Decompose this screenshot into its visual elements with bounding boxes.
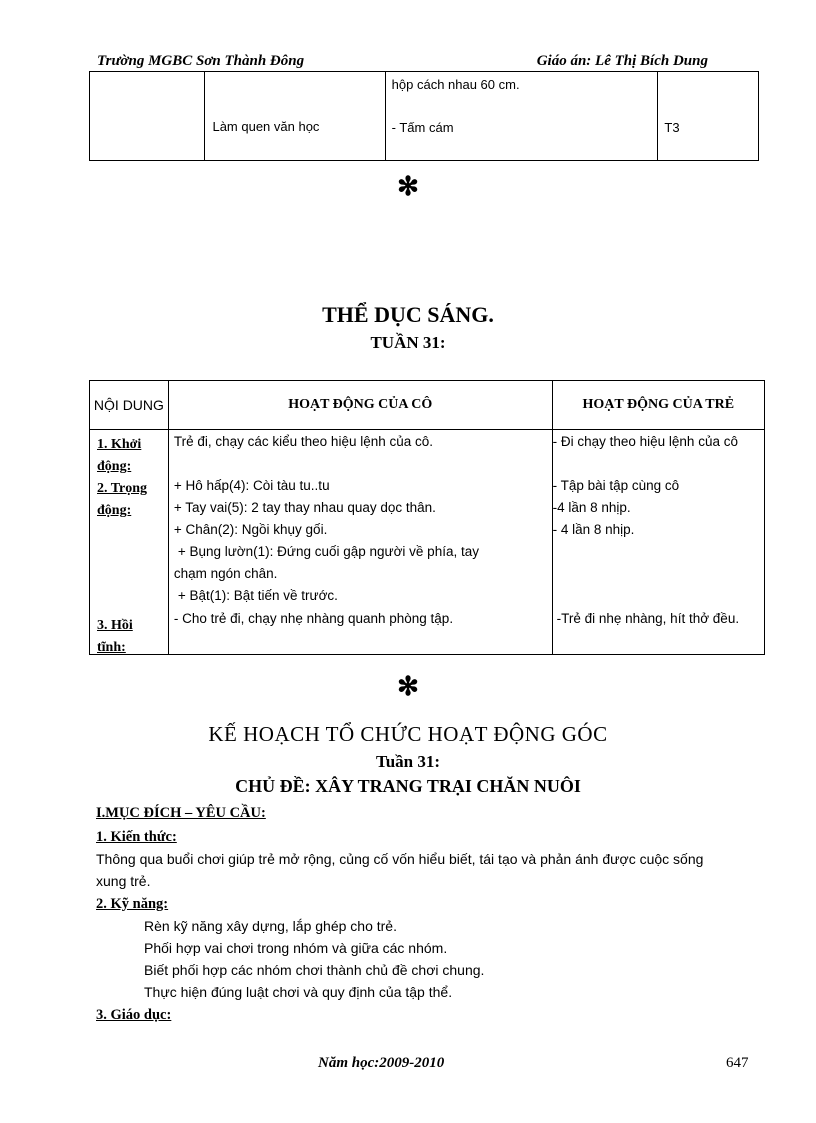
table-cell — [385, 72, 658, 161]
author-name: Giáo án: Lê Thị Bích Dung — [536, 53, 708, 69]
sections-cell — [90, 430, 169, 655]
children-line: -Trẻ đi nhẹ nhàng, hít thở đều. — [556, 611, 740, 626]
section-main: 2. Trọng động: — [97, 481, 148, 518]
section2-title: KẾ HOẠCH TỔ CHỨC HOẠT ĐỘNG GÓC — [208, 722, 608, 746]
section-cooldown: 3. Hồi tĩnh: — [97, 618, 133, 655]
exercise-table — [89, 380, 765, 655]
teacher-line: - Cho trẻ đi, chạy nhẹ nhàng quanh phòng tập. — [173, 611, 454, 626]
skill-item: Phối hợp vai chơi trong nhóm và giữa các nhóm. — [144, 940, 448, 956]
star-divider: ✻ — [397, 172, 419, 201]
table-cell — [90, 72, 205, 161]
day-label: T3 — [664, 120, 680, 135]
teacher-cell — [168, 430, 552, 655]
activity-note: hộp cách nhau 60 cm. — [391, 77, 520, 92]
teacher-line: + Chân(2): Ngồi khụy gối. — [173, 522, 328, 537]
table-cell — [658, 72, 759, 161]
skills-heading: 2. Kỹ năng: — [96, 896, 169, 912]
activity-name: Làm quen văn học — [212, 119, 320, 134]
skill-item: Biết phối hợp các nhóm chơi thành chủ đề chơi chung. — [144, 962, 485, 978]
education-heading: 3. Giáo dục: — [96, 1007, 172, 1023]
star-divider: ✻ — [397, 672, 419, 701]
header-content: NỘI DUNG — [90, 381, 169, 430]
section2-week: Tuần 31: — [375, 752, 441, 771]
activity-content: - Tấm cám — [391, 120, 454, 135]
schedule-table-continuation — [89, 71, 759, 161]
teacher-line: + Tay vai(5): 2 tay thay nhau quay dọc thân. — [173, 500, 436, 515]
section-warmup: 1. Khởi động: — [97, 437, 142, 474]
teacher-line: + Bật(1): Bật tiến về trước. — [177, 588, 338, 603]
teacher-line: Trẻ đi, chạy các kiểu theo hiệu lệnh của cô. — [173, 434, 434, 449]
page-number: 647 — [726, 1055, 749, 1071]
knowledge-heading: 1. Kiến thức: — [96, 829, 177, 845]
table-cell — [205, 72, 385, 161]
header-children: HOẠT ĐỘNG CỦA TRẺ — [552, 381, 764, 430]
section-subtitle: TUẦN 31: — [370, 333, 446, 352]
header-teacher: HOẠT ĐỘNG CỦA CÔ — [168, 381, 552, 430]
skill-item: Rèn kỹ năng xây dựng, lắp ghép cho trẻ. — [144, 918, 397, 934]
teacher-line: + Hô hấp(4): Còi tàu tu..tu — [173, 478, 330, 493]
school-year: Năm học:2009-2010 — [318, 1055, 445, 1071]
school-name: Trường MGBC Sơn Thành Đông — [97, 53, 305, 69]
purpose-heading: I.MỤC ĐÍCH – YÊU CẦU: — [96, 805, 266, 821]
teacher-line: + Bụng lườn(1): Đứng cuối gập người về phía, tay — [177, 544, 479, 559]
skill-item: Thực hiện đúng luật chơi và quy định của tập thể. — [144, 984, 453, 1000]
children-line: - Tập bài tập cùng cô — [552, 478, 680, 493]
children-line: - Đi chạy theo hiệu lệnh của cô — [552, 434, 738, 449]
knowledge-text-cont: xung trẻ. — [96, 873, 151, 889]
teacher-line: chạm ngón chân. — [173, 566, 278, 581]
section-title: THỂ DỤC SÁNG. — [322, 302, 494, 327]
children-line: - 4 lần 8 nhịp. — [552, 522, 635, 537]
children-line: -4 lần 8 nhịp. — [552, 500, 631, 515]
knowledge-text: Thông qua buổi chơi giúp trẻ mở rộng, củng cố vốn hiểu biết, tái tạo và phản ánh được cuộc sống — [96, 851, 704, 867]
section2-theme: CHỦ ĐỀ: XÂY TRANG TRẠI CHĂN NUÔI — [235, 776, 581, 796]
children-cell — [552, 430, 764, 655]
